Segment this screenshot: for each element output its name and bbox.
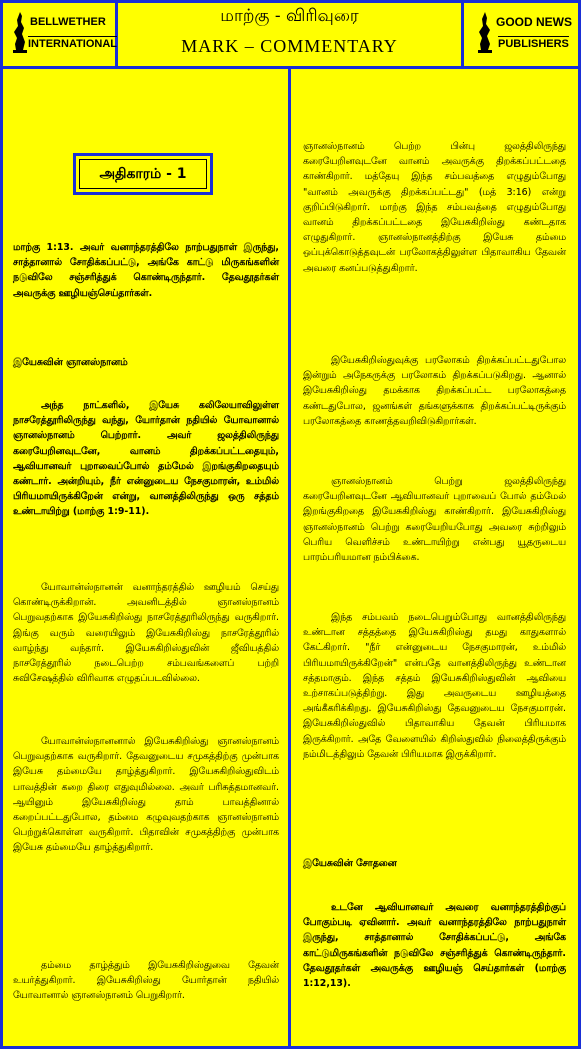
chapter-box <box>73 153 213 195</box>
bellwether-logo-icon <box>10 10 118 56</box>
left-logo-cell <box>0 0 118 66</box>
commentary-paragraph-3: தம்மை தாழ்த்தும் இயேசுகிறிஸ்துவை தேவன் உயர்த்துகிறார். இயேசுகிறிஸ்து யோர்தான் நதியில் யோவானால் ஞானஸ்நானம் பெறுகிறார். <box>13 960 279 1002</box>
section-heading-baptism: இயேசுவின் ஞானஸ்நானம் <box>13 357 128 368</box>
commentary-paragraph-6: ஞானஸ்நானம் பெற்று ஜலத்திலிருந்து கரையேறினவுடனே ஆவியானவர் புறாவைப் போல் தம்மேல் இறங்குகிறதை இயேசுகிறிஸ்து காண்கிறார். இயேசுகிறிஸ்து ஞானஸ்நானம் பெற்று கரையேறியபோது அவரை சுற்றிலும் பெரிய வெளிச்சம் உண்டாயிற்று என்பது யூதருடைய பாரம்பரியமான நம்பிக்கை. <box>303 476 566 564</box>
right-column <box>291 69 578 1046</box>
title-english: MARK – COMMENTARY <box>181 36 398 56</box>
section-heading-temptation: இயேசுவின் சோதனை <box>303 858 397 869</box>
left-logo-line1: BELLWETHER <box>30 16 106 28</box>
header <box>0 0 581 69</box>
commentary-paragraph-4: ஞானஸ்நானம் பெற்ற பின்பு ஜலத்திலிருந்து கரையேறினவுடனே வானம் அவருக்கு திறக்கப்பட்டதை காண்கிறார். மத்தேயு இந்த சம்பவத்தை எழுதும்போது "வானம் அவருக்கு திறக்கப்பட்டது" (மத் 3:16) என்று குறிப்பிடுகிறார். மாற்கு இந்த சம்பவத்தை எழுதும்போது வானம் திறக்கப்பட்டதை இயேசுகிறிஸ்து கண்டதாக எழுதுகிறார். ஞானஸ்நானத்திற்கு இயேசு தம்மை ஒப்புக்கொடுத்தவுடன் பரலோகத்திலுள்ள பிதாவாகிய தேவன் அவரை கனப்படுத்துகிறார். <box>303 141 566 274</box>
verse-paragraph-1: மாற்கு 1:13. அவர் வனாந்தரத்திலே நாற்பதுநாள் இருந்து, சாத்தானால் சோதிக்கப்பட்டு, அங்கே காட்டு மிருகங்களின் நடுவிலே சஞ்சரித்துக் கொண்டிருந்தார். தேவதூதர்கள் அவருக்கு ஊழியஞ்செய்தார்கள். <box>13 242 279 299</box>
verse-paragraph-2: அந்த நாட்களில், இயேசு கலிலேயாவிலுள்ள நாசரேத்தூரிலிருந்து வந்து, யோர்தான் நதியில் யோவானால் ஞானஸ்நானம் பெற்றார். அவர் ஜலத்திலிருந்து கரையேறினவுடனே, வானம் திறக்கப்பட்டதையும், ஆவியானவர் புறாவைப்போல் தம்மேல் இறங்குகிறதையும் கண்டார். அன்றியும், நீர் என்னுடைய நேசகுமாரன், உம்மில் பிரியமாயிருக்கிறேன் என்று, வானத்திலிருந்து ஒரு சத்தம் உண்டாயிற்று (மாற்கு 1:9-11). <box>13 400 279 518</box>
right-logo-cell <box>464 0 581 66</box>
chapter-label: அதிகாரம் - 1 <box>79 159 207 189</box>
left-column <box>3 69 291 1046</box>
commentary-paragraph-7: இந்த சம்பவம் நடைபெறும்போது வானத்திலிருந்து உண்டான சத்தத்தை இயேசுகிறிஸ்து தமது காதுகளால் கேட்கிறார். "நீர் என்னுடைய நேசகுமாரன், உம்மில் பிரியமாயிருக்கிறேன்" என்பதே வானத்திலிருந்து உண்டான சத்தமாகும். இந்த சத்தம் இயேசுகிறிஸ்துவின் ஆவியை உற்சாகப்படுத்திற்று. இது அவருடைய ஊழியத்தை அங்கீகரிக்கிறது. இயேசுகிறிஸ்து தேவனுடைய நேசகுமாரன். இயேசுகிறிஸ்துவில் பிதாவாகிய தேவன் பிரியமாக இருக்கிறார். அதே வேளையில் கிறிஸ்துவில் நிலைத்திருக்கும் நம்மிடத்திலும் தேவன் பிரியமாக இருக்கிறார். <box>303 612 566 760</box>
good-news-logo-icon <box>474 10 575 56</box>
commentary-paragraph-1: யோவான்ஸ்நானன் வனாந்தரத்தில் ஊழியம் செய்து கொண்டிருக்கிறான். அவனிடத்தில் ஞானஸ்நானம் பெறுவதற்காக இயேசுகிறிஸ்து நாசரேத்தூரிலிருந்து வருகிறார். இங்கு வரும் வரையிலும் இயேசுகிறிஸ்து நாசரேத்தூரில் வாழ்ந்து வந்தார். இயேசுகிறிஸ்துவின் ஜீவியத்தில் நாசரேத்தூரில் நடைபெற்ற சம்பவங்களைப் பற்றி சுவிசேஷத்தில் விரிவாக எழுதப்படவில்லை. <box>13 582 279 685</box>
commentary-paragraph-5: இயேசுகிறிஸ்துவுக்கு பரலோகம் திறக்கப்பட்டதுபோல இன்றும் அநேகருக்கு பரலோகம் திறக்கப்படுகிறது. ஆனால் இயேசுகிறிஸ்து தமக்காக திறக்கப்பட்ட பரலோகத்தை கண்டதுபோல, ஜனங்கள் தங்களுக்காக திறக்கப்பட்டிருக்கும் பரலோகத்தை காணத்தவறிவிடுகிறார்கள். <box>303 355 566 427</box>
commentary-paragraph-2: யோவான்ஸ்நானனால் இயேசுகிறிஸ்து ஞானஸ்நானம் பெறுவதற்காக வருகிறார். தேவனுடைய சமுகத்திற்கு முன்பாக இயேசு தம்மையே தாழ்த்துகிறார். இயேசுகிறிஸ்துவிடம் பாவத்தின் கறை திரை எதுவுமில்லை. அவர் பரிசுத்தமானவர். ஆயினும் இயேசுகிறிஸ்து தாம் பாவத்தினால் கறைப்பட்டதுபோல, தம்மை கழுவுவதற்காக ஞானஸ்நானம் பெற்றுக்கொள்ள வருகிறார். பிதாவின் சமுகத்திற்கு முன்பாக இயேசு தம்மையே தாழ்த்துகிறார். <box>13 736 279 854</box>
right-logo-line2: PUBLISHERS <box>498 38 569 50</box>
left-logo-line2: INTERNATIONAL <box>28 38 118 50</box>
header-title-cell <box>118 0 464 66</box>
title-tamil: மாற்கு - விரிவுரை <box>220 6 359 26</box>
verse-paragraph-3: உடனே ஆவியானவர் அவரை வனாந்தரத்திற்குப் போகும்படி ஏவினார். அவர் வனாந்தரத்திலே நாற்பதுநாள் இருந்து, சாத்தானால் சோதிக்கப்பட்டு, அங்கே காட்டுமிருகங்களின் நடுவிலே சஞ்சரித்துக் கொண்டிருந்தார். தேவதூதர்கள் அவருக்கு ஊழியஞ் செய்தார்கள் (மாற்கு 1:12,13). <box>303 902 566 990</box>
right-logo-line1: GOOD NEWS <box>496 15 573 29</box>
